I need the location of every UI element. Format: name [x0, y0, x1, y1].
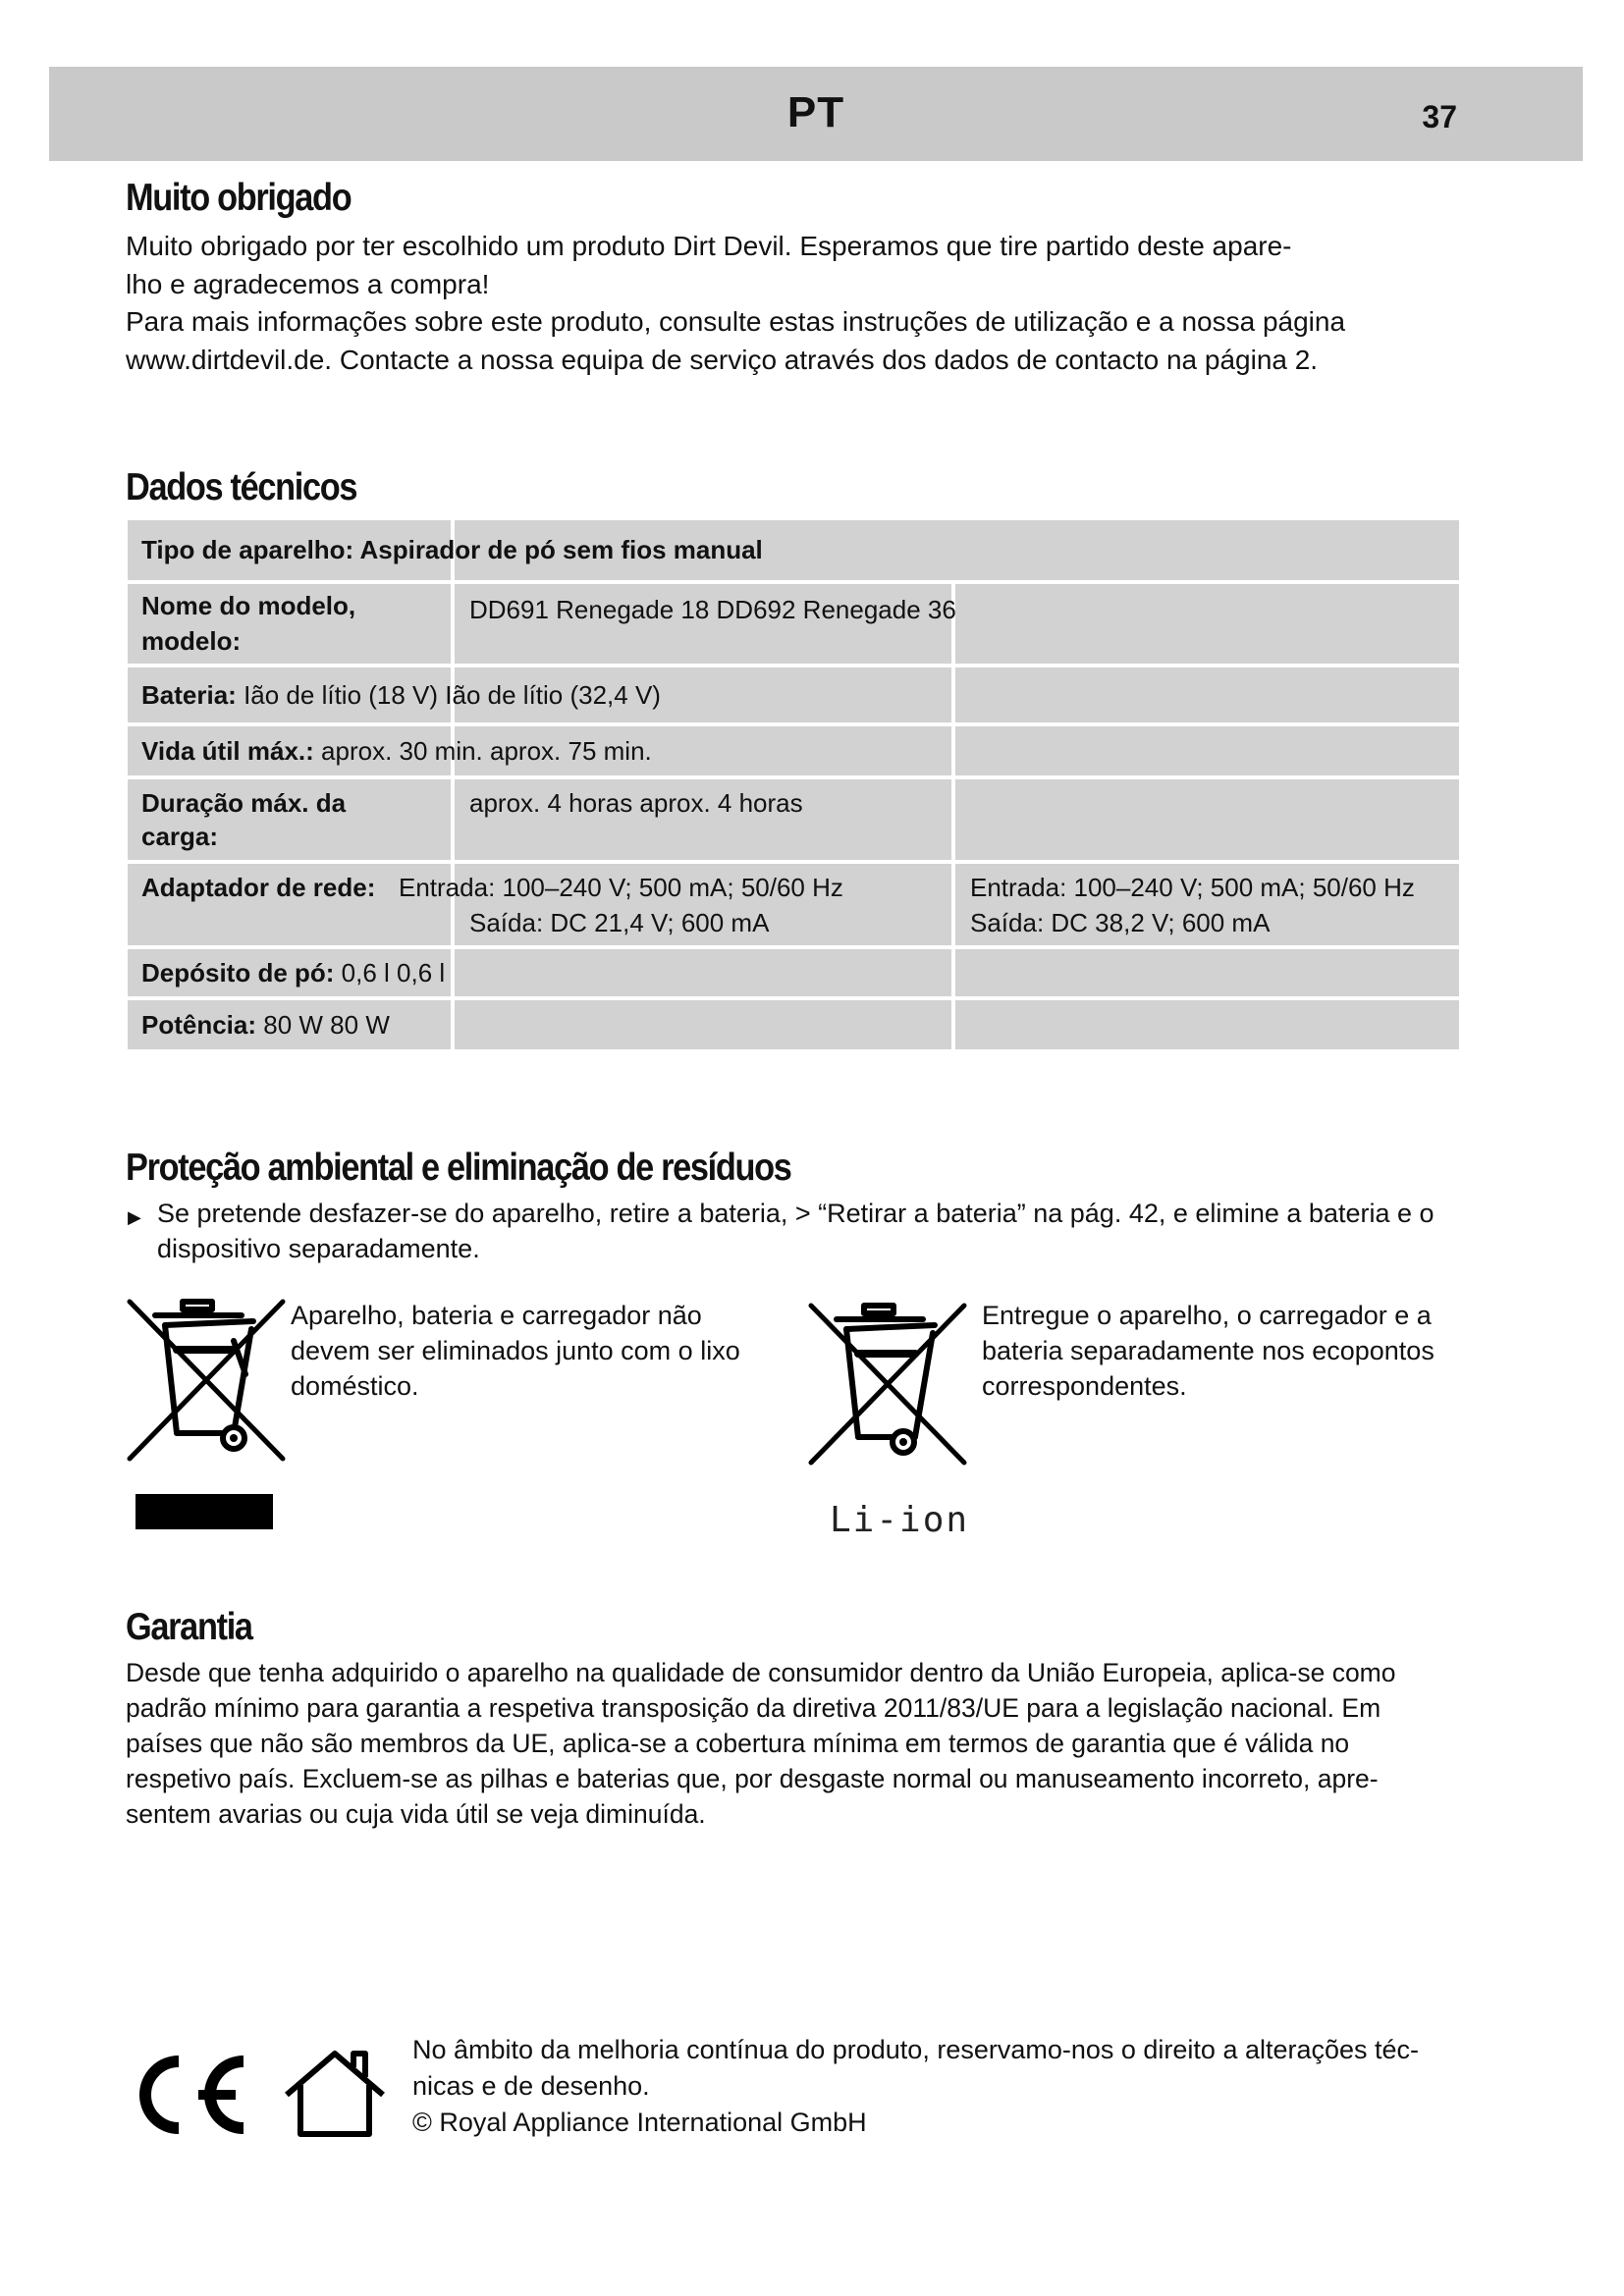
battery-row: Bateria: Ião de lítio (18 V) Ião de lítio (32,4 V) — [141, 680, 661, 710]
table-row — [128, 667, 1459, 722]
footer-line: No âmbito da melhoria contínua do produto, reservamo-nos o direito a alterações téc- — [412, 2035, 1420, 2064]
footer-notice — [412, 2032, 1473, 2141]
charge-time-label: carga: — [141, 822, 219, 851]
specs-heading: Dados técnicos — [126, 466, 357, 508]
power-row: Potência: 80 W 80 W — [141, 1010, 390, 1040]
table-cell — [955, 667, 1459, 722]
copyright: © Royal Appliance International GmbH — [412, 2108, 867, 2137]
power-value: 80 W 80 W — [263, 1010, 390, 1040]
environment-heading: Proteção ambiental e eliminação de resíduos — [126, 1147, 791, 1189]
separate-collection-bar — [135, 1494, 273, 1529]
indoor-use-house-icon — [281, 2046, 389, 2140]
bin-note-ecopoints — [982, 1298, 1473, 1404]
table-cell — [455, 1000, 951, 1049]
power-adapter-label: Adaptador de rede: — [141, 873, 376, 902]
bin-note-household — [291, 1298, 782, 1404]
warranty-line: países que não são membros da UE, aplica-se a cobertura mínima em termos de garantia que é válida no — [126, 1729, 1350, 1758]
table-row — [128, 584, 1459, 664]
model-name-value: DD691 Renegade 18 DD692 Renegade 36 — [469, 595, 956, 624]
bullet-text: Se pretende desfazer-se do aparelho, retire a bateria, > “Retirar a bateria” na pág. 42, e elimine a bateria e o — [157, 1199, 1435, 1228]
header-bar — [49, 67, 1583, 161]
bin-note-line: correspondentes. — [982, 1371, 1187, 1401]
thanks-line: lho e agradecemos a compra! — [126, 268, 490, 299]
language-code: PT — [786, 88, 845, 136]
li-ion-label: Li-ion — [830, 1500, 970, 1540]
bullet-arrow-icon: ▶ — [128, 1207, 141, 1227]
power-adapter-value-b: Entrada: 100–240 V; 500 mA; 50/60 Hz — [970, 873, 1415, 902]
thanks-line: Para mais informações sobre este produto, consulte estas instruções de utilização e a nossa página — [126, 306, 1346, 337]
table-row — [128, 864, 1459, 945]
bin-note-line: Aparelho, bateria e carregador não — [291, 1301, 702, 1330]
ce-mark-icon — [122, 2052, 249, 2138]
table-cell — [955, 726, 1459, 775]
bin-note-line: devem ser eliminados junto com o lixo — [291, 1336, 740, 1365]
bin-note-line: bateria separadamente nos ecopontos — [982, 1336, 1435, 1365]
table-cell — [955, 1000, 1459, 1049]
bullet-text: dispositivo separadamente. — [157, 1234, 480, 1263]
warranty-line: sentem avarias ou cuja vida útil se veja diminuída. — [126, 1799, 706, 1829]
page-number: 37 — [1422, 99, 1457, 134]
warranty-paragraph — [126, 1655, 1471, 1832]
table-row — [128, 726, 1459, 775]
thanks-line: www.dirtdevil.de. Contacte a nossa equipa de serviço através dos dados de contacto na página 2. — [126, 344, 1319, 375]
charge-time-label: Duração máx. da — [141, 788, 347, 818]
warranty-heading: Garantia — [126, 1606, 252, 1648]
thanks-line: Muito obrigado por ter escolhido um produto Dirt Devil. Esperamos que tire partido deste apare- — [126, 231, 1292, 261]
crossed-bin-icon — [126, 1296, 287, 1465]
runtime-value: aprox. 30 min. aprox. 75 min. — [321, 736, 652, 766]
environment-bullet — [128, 1196, 1483, 1266]
runtime-row: Vida útil máx.: aprox. 30 min. aprox. 75 min. — [141, 736, 652, 766]
dust-container-row: Depósito de pó: 0,6 l 0,6 l — [141, 958, 446, 988]
table-cell — [455, 949, 951, 996]
power-adapter-value-b: Saída: DC 38,2 V; 600 mA — [970, 908, 1271, 937]
table-row — [128, 949, 1459, 996]
battery-value: Ião de lítio (18 V) Ião de lítio (32,4 V) — [244, 680, 661, 710]
warranty-line: Desde que tenha adquirido o aparelho na qualidade de consumidor dentro da União Europeia, aplica-se como — [126, 1658, 1396, 1687]
table-row — [128, 1000, 1459, 1049]
warranty-line: padrão mínimo para garantia a respetiva transposição da diretiva 2011/83/UE para a legislação nacional. Em — [126, 1693, 1381, 1723]
table-cell — [955, 779, 1459, 860]
model-name-label: Nome do modelo, — [141, 591, 356, 620]
device-type-label: Tipo de aparelho: Aspirador de pó sem fios manual — [141, 535, 763, 564]
dust-container-value: 0,6 l 0,6 l — [341, 958, 446, 988]
thanks-paragraph — [126, 228, 1481, 379]
table-row — [128, 520, 1459, 580]
thanks-heading: Muito obrigado — [126, 177, 352, 219]
bin-note-line: doméstico. — [291, 1371, 419, 1401]
warranty-line: respetivo país. Excluem-se as pilhas e baterias que, por desgaste normal ou manuseamento incorreto, apre- — [126, 1764, 1379, 1793]
table-row — [128, 779, 1459, 860]
table-cell — [955, 584, 1459, 664]
model-name-label: modelo: — [141, 626, 242, 656]
crossed-bin-icon — [807, 1300, 968, 1468]
footer-line: nicas e de desenho. — [412, 2071, 650, 2101]
table-cell — [955, 949, 1459, 996]
power-adapter-value-a: Entrada: 100–240 V; 500 mA; 50/60 Hz — [399, 873, 843, 902]
bin-note-line: Entregue o aparelho, o carregador e a — [982, 1301, 1432, 1330]
charge-time-value: aprox. 4 horas aprox. 4 horas — [469, 788, 803, 818]
power-adapter-value-a: Saída: DC 21,4 V; 600 mA — [469, 908, 770, 937]
